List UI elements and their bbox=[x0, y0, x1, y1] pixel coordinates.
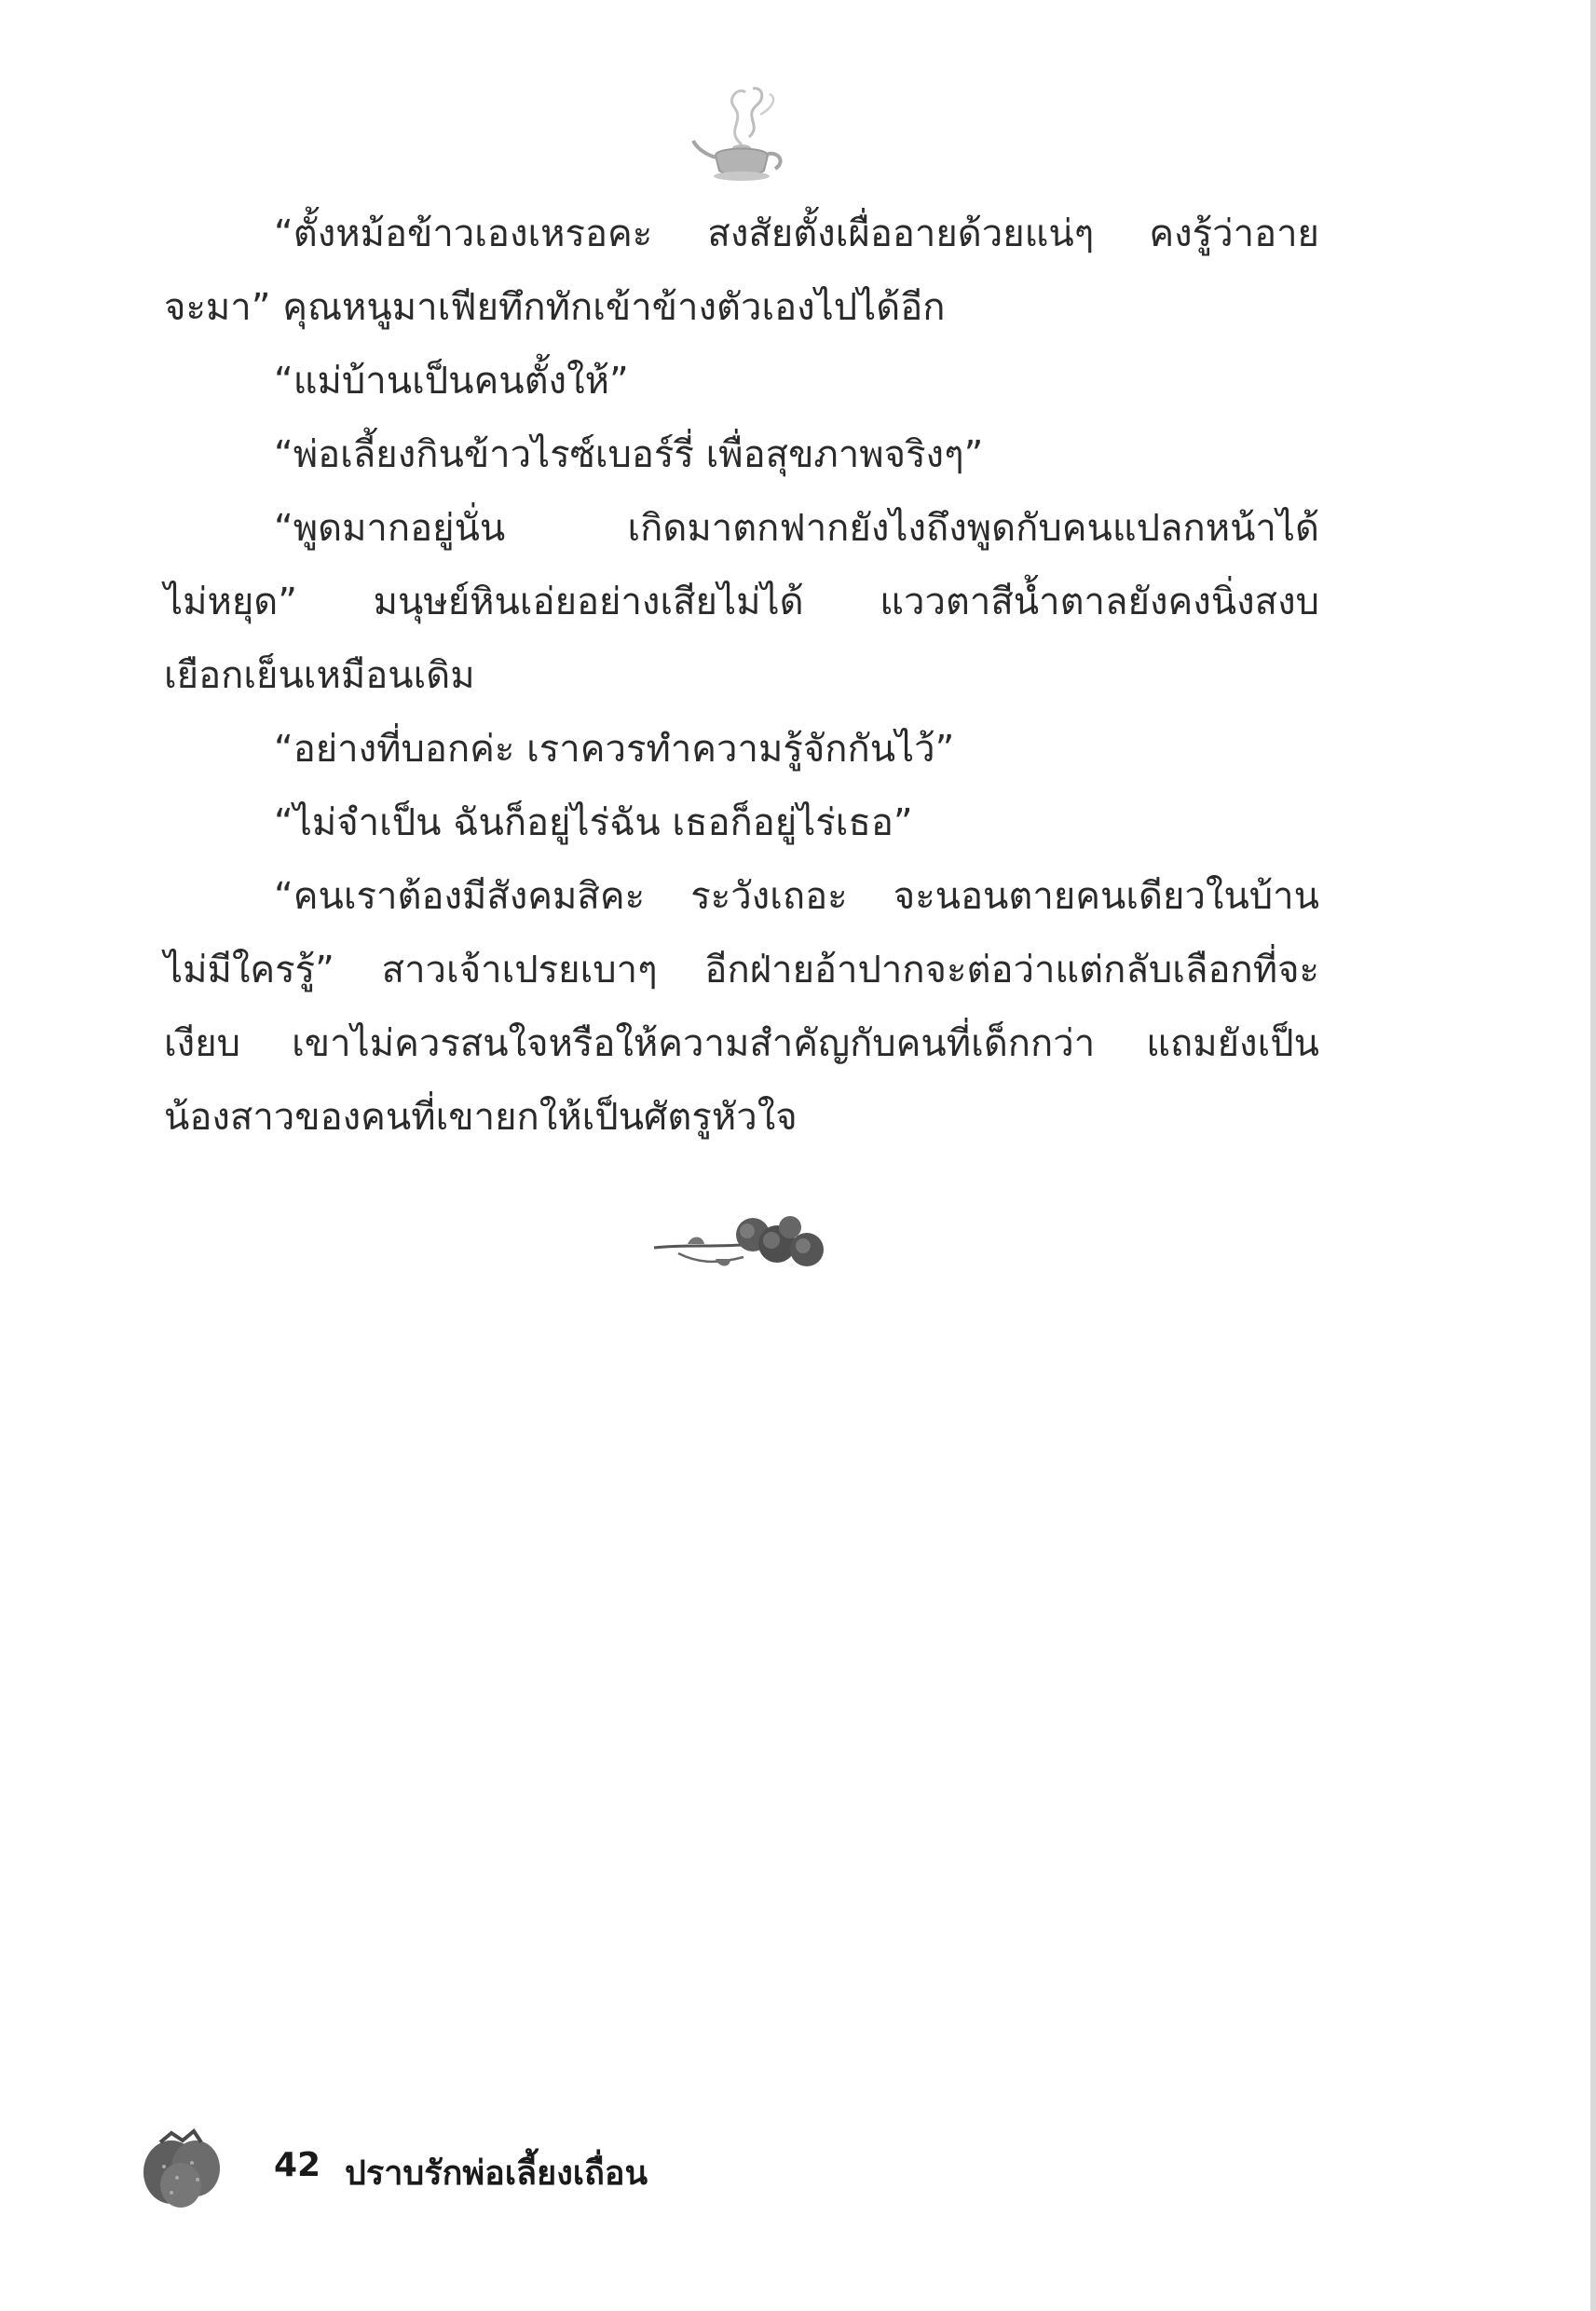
body-text bbox=[164, 198, 1319, 1155]
text-line: “แม่บ้านเป็นคนตั้งให้” bbox=[274, 360, 629, 403]
text-line: “อย่างที่บอกค่ะ เราควรทำความรู้จักกันไว้” bbox=[274, 728, 955, 771]
page-edge-strip bbox=[1590, 0, 1596, 2311]
text-line: “คนเราต้องมีสังคมสิคะ ระวังเถอะ จะนอนตายคนเดียวในบ้าน bbox=[274, 875, 1319, 918]
text-line: น้องสาวของคนที่เขายกให้เป็นศัตรูหัวใจ bbox=[164, 1096, 798, 1139]
text-line: “ตั้งหม้อข้าวเองเหรอคะ สงสัยตั้งเผื่ออายด้วยแน่ๆ คงรู้ว่าอาย bbox=[274, 212, 1319, 255]
text-line: “พ่อเลี้ยงกินข้าวไรซ์เบอร์รี่ เพื่อสุขภาพจริงๆ” bbox=[274, 433, 984, 476]
text-line: ไม่หยุด” มนุษย์หินเอ่ยอย่างเสียไม่ได้ แววตาสีน้ำตาลยังคงนิ่งสงบ bbox=[164, 581, 1319, 623]
text-line: เงียบ เขาไม่ควรสนใจหรือให้ความสำคัญกับคนที่เด็กกว่า แถมยังเป็น bbox=[164, 1022, 1319, 1065]
strawberry-icon bbox=[140, 2120, 225, 2213]
teapot-icon bbox=[688, 79, 796, 184]
book-title: ปราบรักพ่อเลี้ยงเถื่อน bbox=[345, 2154, 648, 2193]
text-line: จะมา” คุณหนูมาเฟียทึกทักเข้าข้างตัวเองไปได้อีก bbox=[164, 286, 946, 329]
rose-icon bbox=[650, 1207, 829, 1281]
text-line: เยือกเย็นเหมือนเดิม bbox=[164, 654, 475, 697]
text-line: ไม่มีใครรู้” สาวเจ้าเปรยเบาๆ อีกฝ่ายอ้าปากจะต่อว่าแต่กลับเลือกที่จะ bbox=[164, 949, 1319, 991]
page-footer bbox=[140, 2120, 792, 2213]
page-number: 42 bbox=[274, 2146, 321, 2184]
text-line: “พูดมากอยู่นั่น เกิดมาตกฟากยังไงถึงพูดกับคนแปลกหน้าได้ bbox=[274, 507, 1319, 550]
text-line: “ไม่จำเป็น ฉันก็อยู่ไร่ฉัน เธอก็อยู่ไร่เธอ” bbox=[274, 801, 913, 844]
